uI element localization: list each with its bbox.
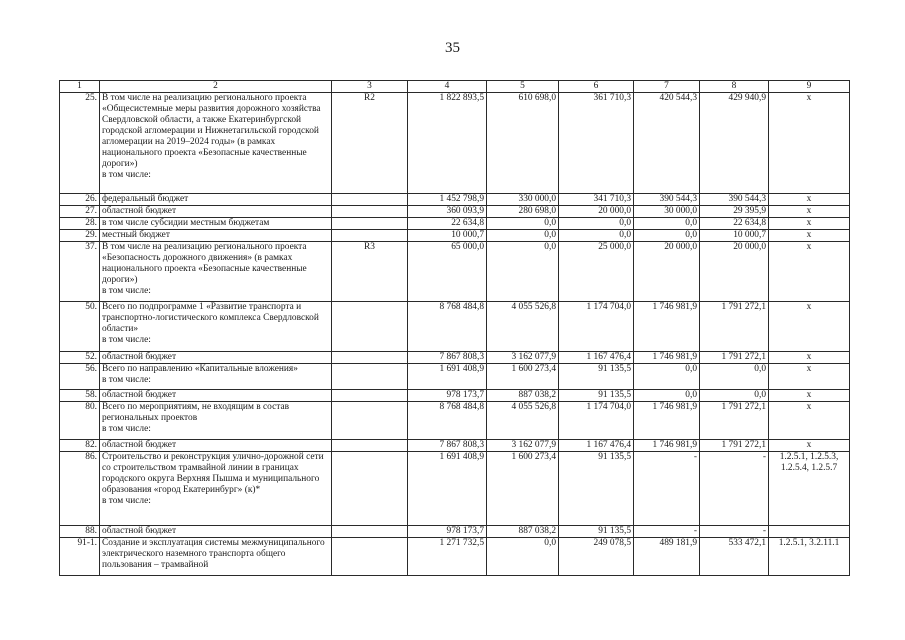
cell-col-5: 0,0	[487, 230, 559, 242]
cell-col-9: x	[769, 242, 850, 302]
cell-col-7: 1 746 981,9	[634, 402, 700, 440]
cell-col-3	[332, 352, 408, 364]
cell-col-1: 88.	[60, 526, 100, 538]
cell-col-3	[332, 218, 408, 230]
header-cell: 9	[769, 81, 850, 93]
header-cell: 4	[408, 81, 487, 93]
cell-col-6: 91 135,5	[559, 526, 634, 538]
cell-col-1: 52.	[60, 352, 100, 364]
cell-col-6: 25 000,0	[559, 242, 634, 302]
table-row	[60, 452, 850, 526]
table-row	[60, 230, 850, 242]
cell-col-4: 7 867 808,3	[408, 440, 487, 452]
cell-col-6: 20 000,0	[559, 206, 634, 218]
cell-col-1: 26.	[60, 194, 100, 206]
cell-col-8: 20 000,0	[700, 242, 769, 302]
cell-col-7: 1 746 981,9	[634, 352, 700, 364]
cell-col-4: 22 634,8	[408, 218, 487, 230]
cell-col-8: 390 544,3	[700, 194, 769, 206]
cell-col-1: 91-1.	[60, 538, 100, 576]
cell-col-2: областной бюджет	[100, 390, 332, 402]
cell-col-5: 0,0	[487, 242, 559, 302]
cell-col-3	[332, 302, 408, 352]
budget-table	[59, 80, 850, 576]
cell-col-3	[332, 364, 408, 390]
cell-col-3	[332, 206, 408, 218]
cell-col-4: 8 768 484,8	[408, 302, 487, 352]
table-row	[60, 352, 850, 364]
cell-col-7: 489 181,9	[634, 538, 700, 576]
cell-col-4: 1 691 408,9	[408, 364, 487, 390]
cell-col-6: 91 135,5	[559, 364, 634, 390]
cell-col-9: x	[769, 364, 850, 390]
cell-col-5: 610 698,0	[487, 93, 559, 194]
cell-col-2: Создание и эксплуатация системы межмуниципального электрического наземного транспорта общего пользования – трамвайной	[100, 538, 332, 576]
cell-col-5: 0,0	[487, 218, 559, 230]
table-row	[60, 194, 850, 206]
cell-col-5: 3 162 077,9	[487, 352, 559, 364]
cell-col-6: 361 710,3	[559, 93, 634, 194]
cell-col-8: -	[700, 452, 769, 526]
cell-col-7: 0,0	[634, 390, 700, 402]
header-cell: 6	[559, 81, 634, 93]
cell-col-1: 82.	[60, 440, 100, 452]
cell-col-3	[332, 402, 408, 440]
cell-col-6: 0,0	[559, 230, 634, 242]
cell-col-1: 50.	[60, 302, 100, 352]
cell-col-3	[332, 538, 408, 576]
cell-col-9: x	[769, 218, 850, 230]
cell-col-8: 0,0	[700, 390, 769, 402]
cell-col-7: 0,0	[634, 218, 700, 230]
cell-col-5: 887 038,2	[487, 526, 559, 538]
cell-col-6: 1 174 704,0	[559, 302, 634, 352]
cell-col-4: 1 691 408,9	[408, 452, 487, 526]
cell-col-9: x	[769, 194, 850, 206]
cell-col-8: 1 791 272,1	[700, 402, 769, 440]
cell-col-1: 80.	[60, 402, 100, 440]
cell-col-7: 1 746 981,9	[634, 302, 700, 352]
cell-col-6: 91 135,5	[559, 390, 634, 402]
cell-col-8: -	[700, 526, 769, 538]
table-row	[60, 440, 850, 452]
cell-col-1: 27.	[60, 206, 100, 218]
cell-col-3	[332, 390, 408, 402]
cell-col-6: 0,0	[559, 218, 634, 230]
cell-col-5: 0,0	[487, 538, 559, 576]
cell-col-5: 3 162 077,9	[487, 440, 559, 452]
cell-col-1: 25.	[60, 93, 100, 194]
header-cell: 5	[487, 81, 559, 93]
cell-col-7: 20 000,0	[634, 242, 700, 302]
table-row	[60, 218, 850, 230]
cell-col-1: 58.	[60, 390, 100, 402]
table-row	[60, 206, 850, 218]
cell-col-2: в том числе субсидии местным бюджетам	[100, 218, 332, 230]
cell-col-2: Всего по подпрограмме 1 «Развитие транспорта и транспортно-логистического комплекса Свердловской области» в том числе:	[100, 302, 332, 352]
cell-col-1: 86.	[60, 452, 100, 526]
cell-col-9: x	[769, 93, 850, 194]
table-row	[60, 302, 850, 352]
cell-col-5: 4 055 526,8	[487, 302, 559, 352]
cell-col-6: 1 174 704,0	[559, 402, 634, 440]
cell-col-8: 0,0	[700, 364, 769, 390]
cell-col-6: 341 710,3	[559, 194, 634, 206]
cell-col-2: В том числе на реализацию регионального проекта «Безопасность дорожного движения» (в рамках национального проекта «Безопасные качественные дороги») в том числе:	[100, 242, 332, 302]
cell-col-4: 978 173,7	[408, 390, 487, 402]
cell-col-3	[332, 194, 408, 206]
cell-col-4: 360 093,9	[408, 206, 487, 218]
cell-col-9: x	[769, 352, 850, 364]
cell-col-1: 56.	[60, 364, 100, 390]
cell-col-4: 1 822 893,5	[408, 93, 487, 194]
cell-col-9: x	[769, 390, 850, 402]
cell-col-7: 30 000,0	[634, 206, 700, 218]
cell-col-2: федеральный бюджет	[100, 194, 332, 206]
cell-col-8: 429 940,9	[700, 93, 769, 194]
cell-col-2: Всего по мероприятиям, не входящим в состав региональных проектов в том числе:	[100, 402, 332, 440]
cell-col-3	[332, 230, 408, 242]
cell-col-5: 4 055 526,8	[487, 402, 559, 440]
cell-col-4: 978 173,7	[408, 526, 487, 538]
cell-col-1: 37.	[60, 242, 100, 302]
cell-col-4: 7 867 808,3	[408, 352, 487, 364]
cell-col-7: 420 544,3	[634, 93, 700, 194]
table-row	[60, 93, 850, 194]
cell-col-3	[332, 526, 408, 538]
cell-col-4: 1 271 732,5	[408, 538, 487, 576]
cell-col-6: 1 167 476,4	[559, 352, 634, 364]
cell-col-7: 0,0	[634, 364, 700, 390]
cell-col-9: x	[769, 302, 850, 352]
cell-col-8: 533 472,1	[700, 538, 769, 576]
cell-col-9: 1.2.5.1, 3.2.11.1	[769, 538, 850, 576]
header-cell: 2	[100, 81, 332, 93]
cell-col-8: 1 791 272,1	[700, 302, 769, 352]
cell-col-2: Всего по направлению «Капитальные вложения» в том числе:	[100, 364, 332, 390]
cell-col-9: x	[769, 440, 850, 452]
cell-col-2: Строительство и реконструкция улично-дорожной сети со строительством трамвайной линии в границах городского округа Верхняя Пышма и муниципального образования «город Екатеринбург» (к)* в том числе:	[100, 452, 332, 526]
page-number: 35	[445, 40, 460, 56]
cell-col-5: 887 038,2	[487, 390, 559, 402]
table-row	[60, 538, 850, 576]
cell-col-7: 1 746 981,9	[634, 440, 700, 452]
cell-col-2: областной бюджет	[100, 526, 332, 538]
cell-col-1: 29.	[60, 230, 100, 242]
cell-col-9	[769, 526, 850, 538]
cell-col-6: 91 135,5	[559, 452, 634, 526]
cell-col-6: 249 078,5	[559, 538, 634, 576]
table-row	[60, 242, 850, 302]
cell-col-8: 1 791 272,1	[700, 440, 769, 452]
cell-col-4: 10 000,7	[408, 230, 487, 242]
cell-col-2: областной бюджет	[100, 440, 332, 452]
cell-col-9: x	[769, 230, 850, 242]
table-row	[60, 364, 850, 390]
cell-col-9: x	[769, 206, 850, 218]
cell-col-2: областной бюджет	[100, 206, 332, 218]
cell-col-5: 330 000,0	[487, 194, 559, 206]
cell-col-9: x	[769, 402, 850, 440]
cell-col-8: 29 395,9	[700, 206, 769, 218]
cell-col-7: 390 544,3	[634, 194, 700, 206]
table-row	[60, 402, 850, 440]
header-cell: 7	[634, 81, 700, 93]
cell-col-3: R3	[332, 242, 408, 302]
cell-col-5: 280 698,0	[487, 206, 559, 218]
table-row	[60, 526, 850, 538]
cell-col-7: -	[634, 526, 700, 538]
table-row	[60, 390, 850, 402]
cell-col-3	[332, 440, 408, 452]
cell-col-2: местный бюджет	[100, 230, 332, 242]
cell-col-7: 0,0	[634, 230, 700, 242]
cell-col-7: -	[634, 452, 700, 526]
table-header-row	[60, 81, 850, 93]
cell-col-4: 65 000,0	[408, 242, 487, 302]
cell-col-1: 28.	[60, 218, 100, 230]
cell-col-4: 1 452 798,9	[408, 194, 487, 206]
cell-col-5: 1 600 273,4	[487, 452, 559, 526]
cell-col-4: 8 768 484,8	[408, 402, 487, 440]
cell-col-3: R2	[332, 93, 408, 194]
cell-col-2: областной бюджет	[100, 352, 332, 364]
cell-col-8: 22 634,8	[700, 218, 769, 230]
cell-col-6: 1 167 476,4	[559, 440, 634, 452]
cell-col-8: 1 791 272,1	[700, 352, 769, 364]
header-cell: 8	[700, 81, 769, 93]
cell-col-8: 10 000,7	[700, 230, 769, 242]
header-cell: 1	[60, 81, 100, 93]
cell-col-9: 1.2.5.1, 1.2.5.3, 1.2.5.4, 1.2.5.7	[769, 452, 850, 526]
cell-col-5: 1 600 273,4	[487, 364, 559, 390]
header-cell: 3	[332, 81, 408, 93]
cell-col-2: В том числе на реализацию регионального проекта «Общесистемные меры развития дорожного хозяйства Свердловской области, а также Екатеринбургской городской агломерации и Нижнетагильской городской агломерации на 2019–2024 годы» (в рамках национального проекта «Безопасные качественные дороги») в том числе:	[100, 93, 332, 194]
cell-col-3	[332, 452, 408, 526]
